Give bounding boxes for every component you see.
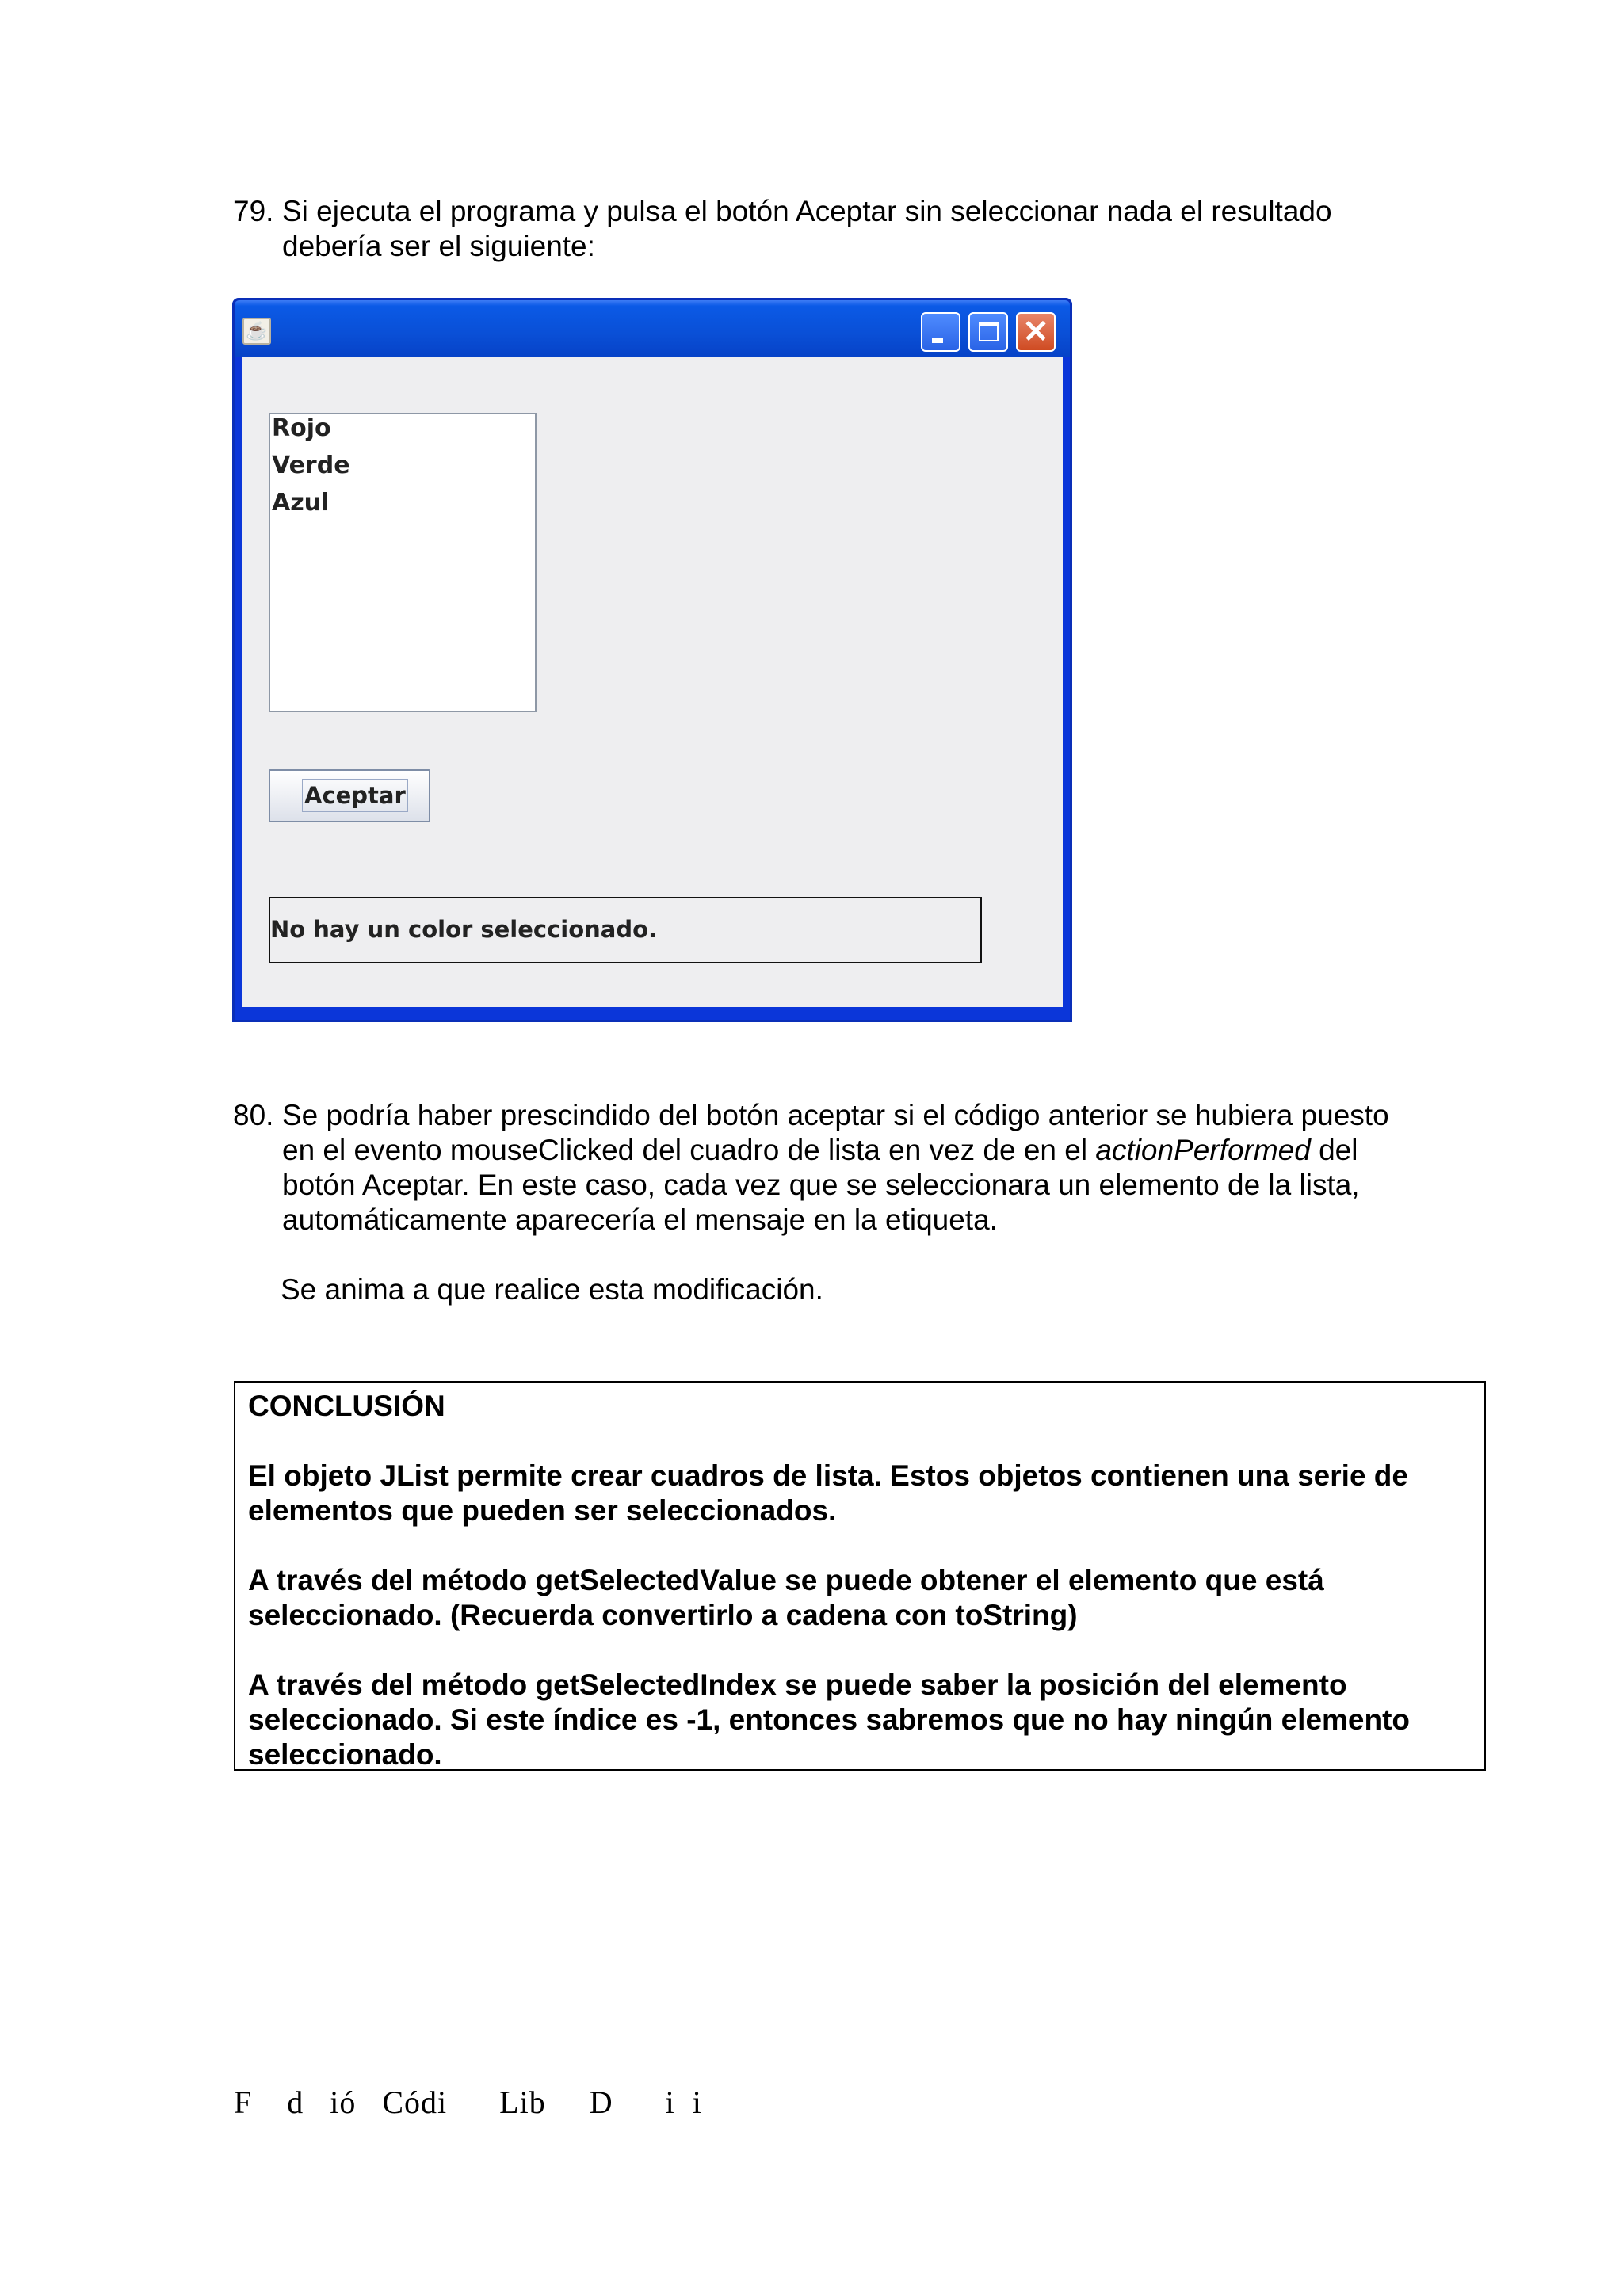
conclusion-p2-line-1: A través del método getSelectedValue se puede obtener el elemento que está xyxy=(248,1564,1324,1596)
item-80-line-3: botón Aceptar. En este caso, cada vez que se seleccionara un elemento de la lista, xyxy=(282,1169,1360,1201)
message-label: No hay un color seleccionado. xyxy=(269,897,982,963)
list-item[interactable]: Rojo xyxy=(272,414,331,442)
conclusion-p3-line-1: A través del método getSelectedIndex se puede saber la posición del elemento xyxy=(248,1669,1347,1701)
java-window-screenshot xyxy=(232,298,1072,1022)
maximize-button[interactable] xyxy=(968,312,1008,352)
item-79-line-2: debería ser el siguiente: xyxy=(282,230,595,262)
list-item[interactable]: Azul xyxy=(272,489,330,517)
java-icon: ☕ xyxy=(242,318,271,345)
item-79-line-1: Si ejecuta el programa y pulsa el botón Aceptar sin seleccionar nada el resultado xyxy=(282,195,1332,227)
maximize-icon xyxy=(979,322,999,341)
title-bar[interactable] xyxy=(235,300,1070,357)
conclusion-p2-line-2: seleccionado. (Recuerda convertirlo a cadena con toString) xyxy=(248,1599,1078,1631)
item-80-line-2-text: en el evento mouseClicked del cuadro de lista en vez de en el xyxy=(282,1134,1096,1166)
item-80 xyxy=(233,1098,1487,1238)
conclusion-heading: CONCLUSIÓN xyxy=(248,1390,445,1422)
item-number: 80. xyxy=(233,1099,274,1131)
conclusion-box xyxy=(234,1381,1486,1771)
action-performed-term: actionPerformed xyxy=(1095,1134,1311,1166)
item-79 xyxy=(233,194,1487,264)
aceptar-button-label: Aceptar xyxy=(302,779,408,812)
item-80-line-1: Se podría haber prescindido del botón aceptar si el código anterior se hubiera puesto xyxy=(282,1099,1389,1131)
minimize-button[interactable] xyxy=(921,312,960,352)
conclusion-p1-line-1: El objeto JList permite crear cuadros de lista. Estos objetos contienen una serie de xyxy=(248,1459,1408,1492)
page-footer: F d ió Códi Lib D i i xyxy=(234,2084,702,2120)
item-number: 79. xyxy=(233,195,274,227)
conclusion-p3-line-3: seleccionado. xyxy=(248,1738,442,1771)
close-icon: ✕ xyxy=(1022,315,1049,349)
conclusion-p1-line-2: elementos que pueden ser seleccionados. xyxy=(248,1494,837,1527)
item-80-line-4: automáticamente aparecería el mensaje en la etiqueta. xyxy=(282,1203,998,1236)
color-list[interactable] xyxy=(269,413,537,712)
item-80-line-2-end: del xyxy=(1310,1134,1358,1166)
conclusion-p3-line-2: seleccionado. Si este índice es -1, entonces sabremos que no hay ningún elemento xyxy=(248,1703,1411,1736)
close-button[interactable] xyxy=(1016,312,1056,352)
list-item[interactable]: Verde xyxy=(272,452,350,479)
item-80-line-2 xyxy=(282,1133,1487,1168)
item-80-note: Se anima a que realice esta modificación. xyxy=(281,1273,823,1306)
aceptar-button[interactable] xyxy=(269,769,430,822)
minimize-icon xyxy=(932,338,943,343)
window-content xyxy=(242,357,1063,1007)
